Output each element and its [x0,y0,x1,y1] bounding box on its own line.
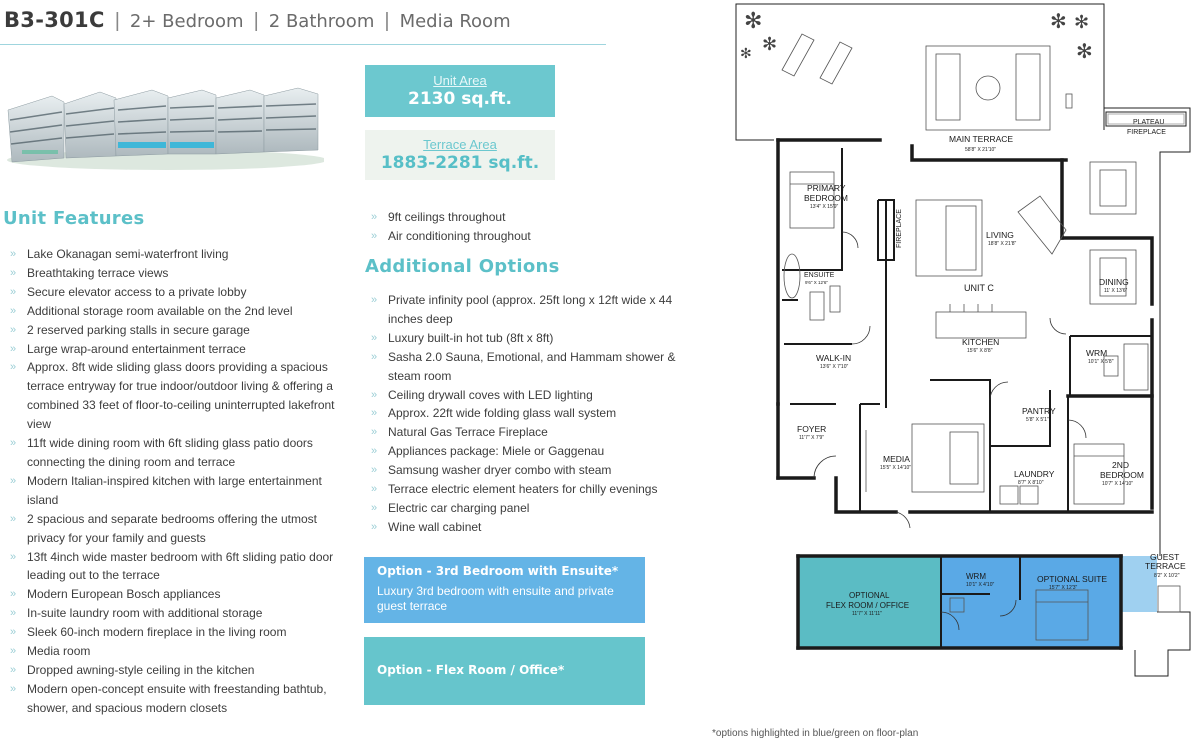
optional-suite-area [941,556,1121,648]
terrace-area-label: Terrace Area [423,137,497,152]
living-label: LIVING [986,230,1014,240]
fireplace-vertical-label: FIREPLACE [896,209,903,248]
unit-features-list [5,245,353,718]
option-flex-room-title: Option - Flex Room / Office* [377,663,565,677]
foyer-label: FOYER [797,424,827,434]
wrm-dimension: 10'1" X 5'8" [1088,359,1114,365]
optional-suite-dimension: 15'7" X 12'3" [1049,585,1078,591]
unit-code: B3-301C [4,8,105,32]
plant-icon: ✻ [762,34,778,54]
list-item: » Ceiling drywall coves with LED lighting [366,386,696,405]
foyer-dimension: 11'7" X 7'9" [799,435,825,441]
ensuite-dimension: 9'6" X 12'6" [805,280,828,285]
kitchen-dimension: 15'6" X 8'8" [967,348,993,354]
unit-features-title: Unit Features [3,208,145,229]
pantry-dimension: 5'8" X 5'1" [1026,417,1049,423]
dining-dimension: 11' X 13'6" [1104,288,1128,294]
second-bedroom-label: 2ND [1112,460,1130,470]
list-item: » Sleek 60-inch modern fireplace in the living room [5,623,353,642]
second-bedroom-dimension: 10'7" X 14'10" [1102,481,1134,487]
kitchen-label: KITCHEN [962,337,1000,347]
list-item: » Additional storage room available on the 2nd level [5,302,353,321]
list-item: » 9ft ceilings throughout [366,208,696,227]
media-dimension: 15'5" X 14'10" [880,465,912,471]
plant-icon: ✻ [1050,11,1067,33]
list-item: » Lake Okanagan semi-waterfront living [5,245,353,264]
additional-options-title: Additional Options [365,256,560,277]
list-item: » Private infinity pool (approx. 25ft long x 12ft wide x 44 inches deep [366,291,696,329]
list-item: » Appliances package: Miele or Gaggenau [366,442,696,461]
floor-plan [706,0,1198,720]
primary-bedroom-dimension: 13'4" X 15'9" [810,204,839,210]
main-terrace-dimension: 58'8" X 21'10" [965,147,997,153]
header-separator: | [384,10,390,32]
plant-icon: ✻ [1074,12,1090,32]
plateau-fireplace-label: FIREPLACE [1127,129,1166,136]
terrace-area-box [365,130,555,180]
laundry-label: LAUNDRY [1014,469,1055,479]
second-bedroom-label-2: BEDROOM [1100,470,1144,480]
header-separator: | [253,10,259,32]
unit-area-value: 2130 sq.ft. [408,89,512,109]
list-item: » Breathtaking terrace views [5,264,353,283]
option-third-bedroom-description: Luxury 3rd bedroom with ensuite and private guest terrace [377,584,614,613]
list-item: » Large wrap-around entertainment terrace [5,340,353,359]
list-item: » Wine wall cabinet [366,518,696,537]
primary-bedroom-label: PRIMARY [807,183,846,193]
wrm-label: WRM [1086,348,1108,358]
main-terrace-label: MAIN TERRACE [949,134,1014,144]
primary-bedroom-label-2: BEDROOM [804,193,848,203]
list-item: » 2 reserved parking stalls in secure garage [5,321,353,340]
unit-area-box [365,65,555,117]
header-separator: | [114,10,120,32]
plant-icon: ✻ [744,8,763,33]
bathroom-count: 2 Bathroom [268,11,375,32]
list-item: » Modern Italian-inspired kitchen with large entertainment island [5,472,353,510]
header-divider [0,44,606,45]
media-label: MEDIA [883,454,910,464]
optional-suite-label: OPTIONAL SUITE [1037,574,1108,584]
optional-wrm-dimension: 10'1" X 4'10" [966,582,995,588]
options-footnote: *options highlighted in blue/green on floor-plan [712,728,919,739]
terrace-area-value: 1883-2281 sq.ft. [380,153,540,173]
plateau-label: PLATEAU [1133,119,1165,126]
list-item: » Approx. 8ft wide sliding glass doors providing a spacious terrace entryway for true indoor/outdoor living & offering a combined 33 feet of floor-to-ceiling uninterrupted lakefront view [5,358,353,434]
guest-terrace-label-2: TERRACE [1145,561,1186,571]
list-item: » Samsung washer dryer combo with steam [366,461,696,480]
building-render-image [2,80,324,170]
list-item: » Luxury built-in hot tub (8ft x 8ft) [366,329,696,348]
list-item: » Media room [5,642,353,661]
guest-terrace-label: GUEST [1150,552,1180,562]
list-item: » Sasha 2.0 Sauna, Emotional, and Hammam shower & steam room [366,348,696,386]
list-item: » Approx. 22ft wide folding glass wall system [366,404,696,423]
dining-label: DINING [1099,277,1129,287]
list-item: » Air conditioning throughout [366,227,696,246]
pantry-label: PANTRY [1022,406,1056,416]
list-item: » 13ft 4inch wide master bedroom with 6ft sliding patio door leading out to the terrace [5,548,353,586]
list-item: » Modern open-concept ensuite with freestanding bathtub, shower, and spacious modern closets [5,680,353,718]
bedroom-count: 2+ Bedroom [129,11,244,32]
unit-area-label: Unit Area [433,73,487,88]
list-item: » 2 spacious and separate bedrooms offering the utmost privacy for your family and guests [5,510,353,548]
list-item: » Modern European Bosch appliances [5,585,353,604]
list-item: » 11ft wide dining room with 6ft sliding glass patio doors connecting the dining room and terrace [5,434,353,472]
plant-icon: ✻ [1076,41,1093,63]
plant-icon: ✻ [740,45,752,61]
list-item: » In-suite laundry room with additional storage [5,604,353,623]
optional-flex-label-2: FLEX ROOM / OFFICE [826,601,910,610]
page-header [4,8,604,38]
living-dimension: 18'8" X 21'8" [988,241,1017,247]
optional-flex-dimension: 11'7" X 11'11" [852,611,882,617]
option-third-bedroom-title: Option - 3rd Bedroom with Ensuite* [377,564,619,578]
walk-in-dimension: 13'6" X 7'10" [820,364,849,370]
optional-wrm-label: WRM [966,572,986,581]
list-item: » Secure elevator access to a private lobby [5,283,353,302]
walk-in-label: WALK-IN [816,353,852,363]
media-room-label: Media Room [399,11,511,32]
optional-flex-label: OPTIONAL [849,591,890,600]
list-item: » Dropped awning-style ceiling in the kitchen [5,661,353,680]
ensuite-label: ENSUITE [804,272,835,279]
guest-terrace-dimension: 8'2" X 10'2" [1154,573,1180,579]
additional-options-list [366,291,696,537]
option-flex-room-box [364,637,645,705]
list-item: » Natural Gas Terrace Fireplace [366,423,696,442]
list-item: » Terrace electric element heaters for chilly evenings [366,480,696,499]
option-third-bedroom-box [364,557,645,623]
laundry-dimension: 8'7" X 8'10" [1018,480,1044,486]
list-item: » Electric car charging panel [366,499,696,518]
unit-c-label: UNIT C [964,283,994,293]
unit-features-continued-list [366,208,696,246]
